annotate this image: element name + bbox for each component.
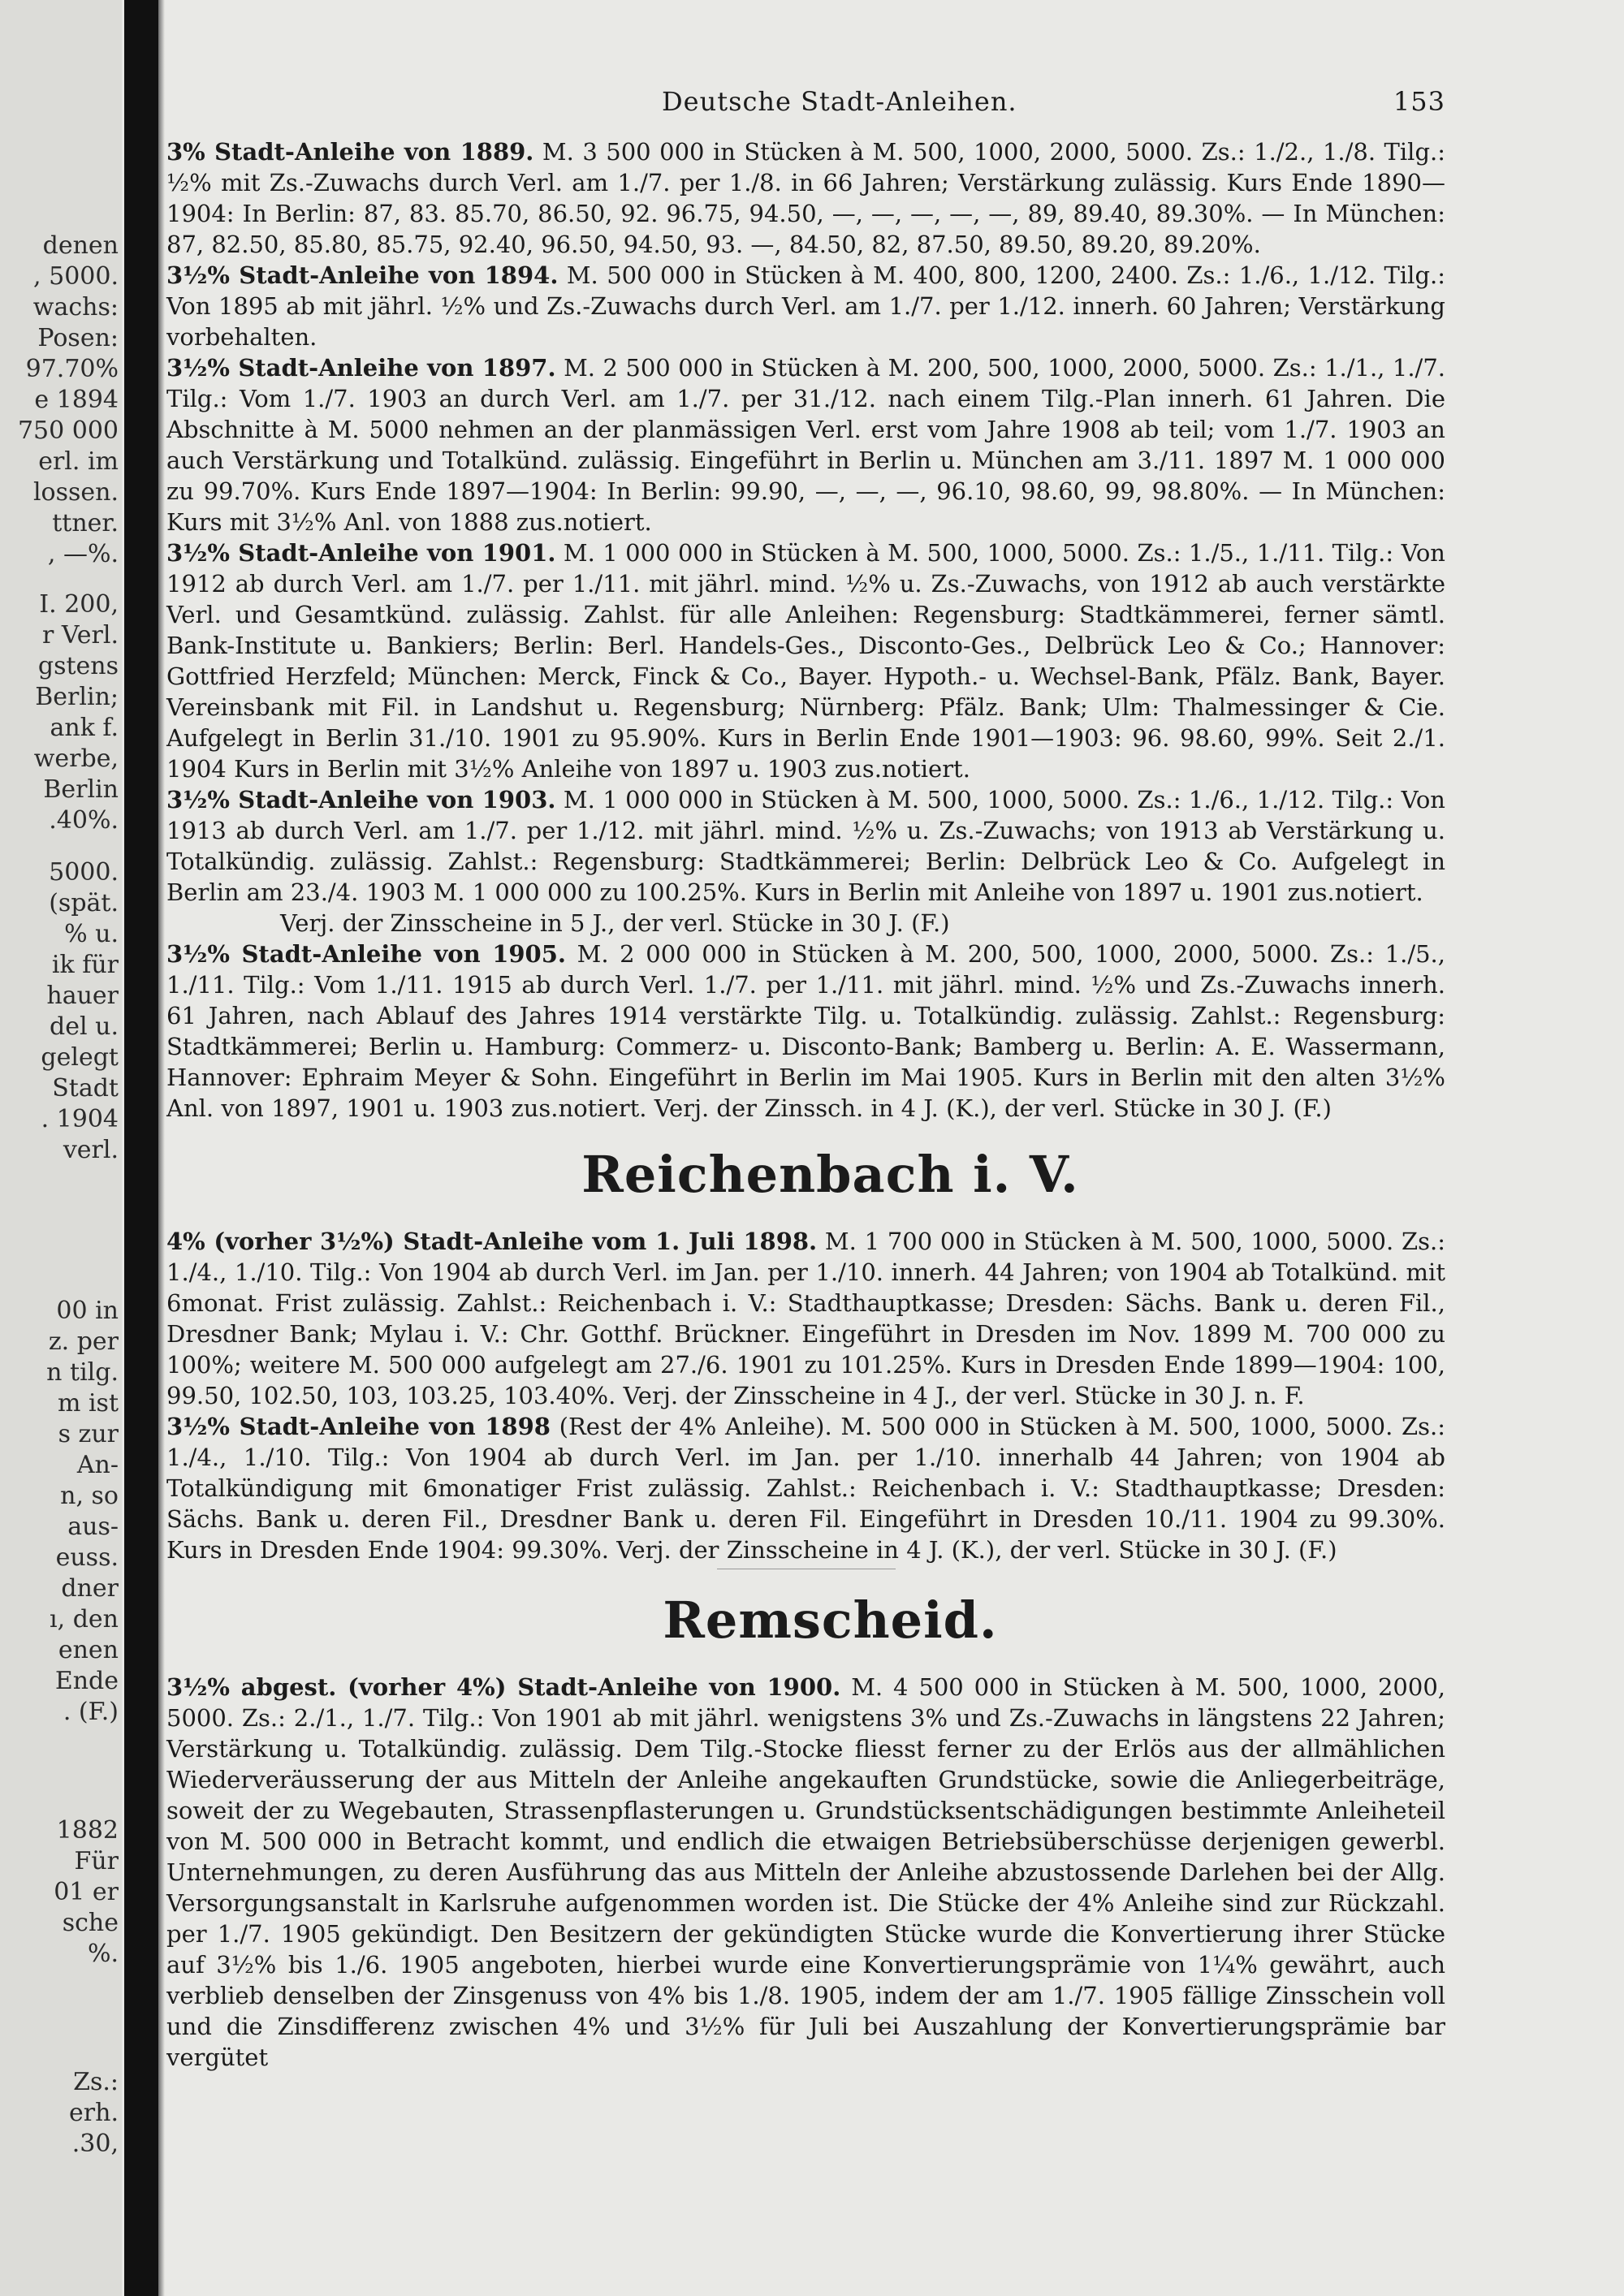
bond-entry (166, 1411, 1445, 1565)
bond-details: M. 1 000 000 in Stücken à M. 500, 1000, 5000. Zs.: 1./5., 1./11. Tilg.: Von 1912 ab durch Verl. am 1./7. per 1./11. mit jährl. mind. ½% u. Zs.-Zuwachs, von 1912 ab auch verstärkte Verl. und Gesamtkünd. zulässig. Zahlst. für alle Anleihen: Regensburg: Stadtkämmerei, ferner sämtl. Bank-Institute u. Bankiers; Berlin: Berl. Handels-Ges., Disconto-Ges., Delbrück Leo & Co.; Hannover: Gottfried Herzfeld; München: Merck, Finck & Co., Bayer. Hypoth.- u. Wechsel-Bank, Pfälz. Bank, Bayer. Vereinsbank mit Fil. in Landshut u. Regensburg; Nürnberg: Pfälz. Bank; Ulm: Thalmessinger & Cie. Aufgelegt in Berlin 31./10. 1901 zu 95.90%. Kurs in Berlin Ende 1901—1903: 96. 98.60, 99%. Seit 2./1. 1904 Kurs in Berlin mit 3½% Anleihe von 1897 u. 1903 zus.notiert. (166, 539, 1445, 783)
margin-fragment: 5000. (49, 858, 119, 887)
margin-fragment: 97.70% (25, 355, 119, 383)
margin-fragment: An- (76, 1451, 119, 1479)
margin-fragment: Für (74, 1847, 119, 1875)
margin-fragment: Stadt (52, 1074, 119, 1103)
bond-entry (166, 136, 1445, 260)
bond-entry (166, 1226, 1445, 1411)
margin-fragment: Berlin; (35, 683, 119, 711)
bond-issue-title: 3½% Stadt-Anleihe von 1898 (166, 1413, 551, 1440)
margin-fragment: , —%. (47, 540, 119, 568)
bond-issue-title: 3½% Stadt-Anleihe von 1894. (166, 261, 559, 289)
bond-details: M. 1 700 000 in Stücken à M. 500, 1000, 5000. Zs.: 1./4., 1./10. Tilg.: Von 1904 ab durch Verl. im Jan. per 1./10. innerh. 44 Jahren; von 1904 ab Totalkünd. mit 6monat. Frist zulässig. Zahlst.: Reichenbach i. V.: Stadthauptkasse; Dresden: Sächs. Bank u. deren Fil., Dresdner Bank; Mylau i. V.: Chr. Gotthf. Brückner. Eingeführt in Dresden im Nov. 1899 M. 700 000 zu 100%; weitere M. 500 000 aufgelegt am 27./6. 1901 zu 101.25%. Kurs in Dresden Ende 1899—1904: 100, 99.50, 102.50, 103, 103.25, 103.40%. Verj. der Zinsscheine in 4 J., der verl. Stücke in 30 J. n. F. (166, 1228, 1446, 1409)
margin-fragment: Zs.: (73, 2068, 119, 2096)
margin-fragment: werbe, (33, 744, 119, 773)
running-title: Deutsche Stadt-Anleihen. (662, 86, 1017, 117)
margin-fragment: aus- (67, 1513, 119, 1541)
margin-fragment: denen (42, 231, 119, 260)
margin-fragment: %. (87, 1940, 119, 1968)
margin-fragment: euss. (55, 1543, 119, 1572)
bond-details: (Rest der 4% Anleihe). M. 500 000 in Stücken à M. 500, 1000, 5000. Zs.: 1./4., 1./10. Tilg.: Von 1904 ab durch Verl. im Jan. per 1./10. innerhalb 44 Jahren; von 1904 ab Totalkündigung mit 6monatiger Frist zulässig. Zahlst.: Reichenbach i. V.: Stadthauptkasse; Dresden: Sächs. Bank u. deren Fil., Dresdner Bank u. deren Fil. Eingeführt in Dresden 10./11. 1904 zu 99.30%. Kurs in Dresden Ende 1904: 99.30%. Verj. der Zinsscheine in 4 J. (K.), der verl. Stücke in 30 J. (F.) (166, 1413, 1446, 1564)
bond-details: M. 4 500 000 in Stücken à M. 500, 1000, 2000, 5000. Zs.: 2./1., 1./7. Tilg.: Von 1901 ab mit jährl. wenigstens 3% und Zs.-Zuwachs in längstens 22 Jahren; Verstärkung u. Totalkündig. zulässig. Dem Tilg.-Stocke fliesst ferner zu der Erlös aus der allmählichen Wiederveräusserung der aus Mitteln der Anleihe angekauften Grundstücke, sowie die Anliegerbeiträge, soweit der zu Wegebauten, Strassenpflasterungen u. Grundstücksentschädigungen bestimmte Anleiheteil von M. 500 000 in Betracht kommt, und endlich die etwaigen Betriebsüberschüsse derjenigen gewerbl. Unternehmungen, zu deren Ausführung das aus Mitteln der Anleihe abzustossende Darlehen bei der Allg. Versorgungsanstalt in Karlsruhe aufgenommen worden ist. Die Stücke der 4% Anleihe sind zur Rückzahl. per 1./7. 1905 gekündigt. Den Besitzern der gekündigten Stücke wurde die Konvertierung ihrer Stücke auf 3½% bis 1./6. 1905 angeboten, hierbei wurde eine Konvertierungsprämie von 1¼% gewährt, auch verblieb denselben der Zinsgenuss von 4% bis 1./8. 1905, indem der am 1./7. 1905 fällige Zinsschein voll und die Zinsdifferenz zwischen 4% und 3½% für Juli bei Auszahlung der Konvertierungsprämie bar vergütet (166, 1673, 1445, 2071)
margin-fragment: enen (58, 1636, 119, 1664)
book-binding-shadow (124, 0, 158, 2296)
previous-page-margin (0, 0, 122, 2296)
margin-fragment: lossen. (32, 478, 119, 507)
prescription-note: Verj. der Zinsscheine in 5 J., der verl. Stücke in 30 J. (F.) (280, 909, 950, 937)
margin-fragment: Ende (54, 1667, 119, 1695)
margin-fragment: gstens (37, 652, 119, 680)
margin-fragment: ik für (51, 951, 119, 979)
margin-fragment: , 5000. (33, 262, 119, 291)
margin-fragment: n tilg. (46, 1358, 119, 1387)
bond-issue-title: 3½% Stadt-Anleihe von 1897. (166, 354, 556, 382)
bond-details: M. 3 500 000 in Stücken à M. 500, 1000, 2000, 5000. Zs.: 1./2., 1./8. Tilg.: ½% mit Zs.-Zuwachs durch Verl. am 1./7. per 1./8. in 66 Jahren; Verstärkung zulässig. Kurs Ende 1890—1904: In Berlin: 87, 83. 85.70, 86.50, 92. 96.75, 94.50, —, —, —, —, —, 89, 89.40, 89.30%. — In München: 87, 82.50, 85.80, 85.75, 92.40, 96.50, 94.50, 93. —, 84.50, 82, 87.50, 89.50, 89.20, 89.20%. (166, 138, 1445, 258)
margin-fragment: verl. (63, 1136, 119, 1164)
margin-fragment: 1882 (56, 1816, 119, 1845)
margin-fragment: del u. (50, 1012, 119, 1041)
margin-fragment: m ist (57, 1389, 119, 1418)
page-content (166, 136, 1445, 2073)
bond-entry (166, 784, 1445, 908)
margin-fragment: % u. (64, 920, 119, 948)
page-number: 153 (1393, 86, 1445, 117)
margin-fragment: Posen: (37, 324, 119, 352)
margin-fragment: hauer (46, 982, 119, 1010)
bond-details: M. 500 000 in Stücken à M. 400, 800, 1200, 2400. Zs.: 1./6., 1./12. Tilg.: Von 1895 ab mit jährl. ½% und Zs.-Zuwachs durch Verl. am 1./7. per 1./12. innerh. 60 Jahren; Verstärkung vorbehalten. (166, 261, 1445, 351)
bond-details: M. 2 500 000 in Stücken à M. 200, 500, 1000, 2000, 5000. Zs.: 1./1., 1./7. Tilg.: Vom 1./7. 1903 an durch Verl. am 1./7. per 31./12. nach einem Tilg.-Plan innerh. 61 Jahren. Die Abschnitte à M. 5000 nehmen an der planmässigen Verl. erst vom Jahre 1908 ab teil; vom 1./7. 1903 an auch Verstärkung und Totalkünd. zulässig. Eingeführt in Berlin u. München am 3./11. 1897 M. 1 000 000 zu 99.70%. Kurs Ende 1897—1904: In Berlin: 99.90, —, —, —, 96.10, 98.60, 99, 98.80%. — In München: Kurs mit 3½% Anl. von 1888 zus.notiert. (166, 354, 1445, 536)
bond-entry (166, 352, 1445, 537)
bond-entry (166, 939, 1445, 1124)
book-page (166, 0, 1624, 2296)
bond-issue-title: 3½% Stadt-Anleihe von 1905. (166, 940, 567, 968)
margin-fragment: . (F.) (63, 1698, 119, 1726)
margin-fragment: erh. (69, 2099, 119, 2127)
margin-fragment: e 1894 (34, 386, 119, 414)
margin-fragment: .30, (71, 2130, 119, 2158)
bond-issue-title: 3½% Stadt-Anleihe von 1901. (166, 539, 556, 567)
margin-fragment: erl. im (38, 447, 119, 476)
margin-fragment: ttner. (52, 509, 119, 537)
bond-issue-title: 4% (vorher 3½%) Stadt-Anleihe vom 1. Juli 1898. (166, 1228, 818, 1255)
margin-fragment: I. 200, (39, 590, 119, 619)
running-head (166, 86, 1445, 127)
margin-fragment: s zur (58, 1420, 119, 1448)
bond-details: M. 1 000 000 in Stücken à M. 500, 1000, 5000. Zs.: 1./6., 1./12. Tilg.: Von 1913 ab durch Verl. am 1./7. per 1./12. mit jährl. mind. ½% u. Zs.-Zuwachs; von 1913 ab Verstärkung u. Totalkündig. zulässig. Zahlst.: Regensburg: Stadtkämmerei; Berlin: Delbrück Leo & Co. Aufgelegt in Berlin am 23./4. 1903 M. 1 000 000 zu 100.25%. Kurs in Berlin mit Anleihe von 1897 u. 1901 zus.notiert. (166, 786, 1445, 906)
city-heading-remscheid: Remscheid. (663, 1590, 998, 1650)
margin-fragment: .40%. (49, 806, 119, 835)
bond-issue-title: 3% Stadt-Anleihe von 1889. (166, 138, 534, 166)
margin-fragment: n, so (60, 1482, 119, 1510)
margin-fragment: ank f. (50, 714, 119, 742)
bond-entry (166, 260, 1445, 352)
margin-fragment: ı, den (50, 1605, 119, 1634)
bond-details: M. 2 000 000 in Stücken à M. 200, 500, 1000, 2000, 5000. Zs.: 1./5., 1./11. Tilg.: Vom 1./11. 1915 ab durch Verl. 1./7. per 1./11. mit jährl. mind. ½% und Zs.-Zuwachs innerh. 61 Jahren, nach Ablauf des Jahres 1914 verstärkte Tilg. u. Totalkündig. zulässig. Zahlst.: Regensburg: Stadtkämmerei; Berlin u. Hamburg: Commerz- u. Disconto-Bank; Bamberg u. Berlin: A. E. Wassermann, Hannover: Ephraim Meyer & Sohn. Eingeführt in Berlin im Mai 1905. Kurs in Berlin mit den alten 3½% Anl. von 1897, 1901 u. 1903 zus.notiert. Verj. der Zinssch. in 4 J. (K.), der verl. Stücke in 30 J. (F.) (166, 940, 1445, 1122)
margin-fragment: 750 000 (17, 416, 119, 445)
margin-fragment: 00 in (56, 1297, 119, 1325)
margin-fragment: z. per (48, 1327, 119, 1356)
margin-fragment: dner (61, 1574, 119, 1603)
bond-entry (166, 537, 1445, 784)
bond-issue-title: 3½% abgest. (vorher 4%) Stadt-Anleihe von 1900. (166, 1673, 841, 1701)
margin-fragment: wachs: (32, 293, 119, 322)
margin-fragment: 01 er (54, 1878, 119, 1906)
city-heading-reichenbach: Reichenbach i. V. (581, 1145, 1079, 1204)
margin-fragment: (spät. (49, 889, 119, 917)
margin-fragment: r Verl. (41, 621, 119, 650)
bond-issue-title: 3½% Stadt-Anleihe von 1903. (166, 786, 556, 814)
binding-edge-gradient (158, 0, 165, 2296)
bond-entry (166, 1672, 1445, 2073)
margin-fragment: gelegt (41, 1043, 119, 1072)
margin-fragment: . 1904 (41, 1105, 119, 1133)
margin-fragment: Berlin (43, 775, 119, 804)
margin-fragment: sche (62, 1909, 119, 1937)
